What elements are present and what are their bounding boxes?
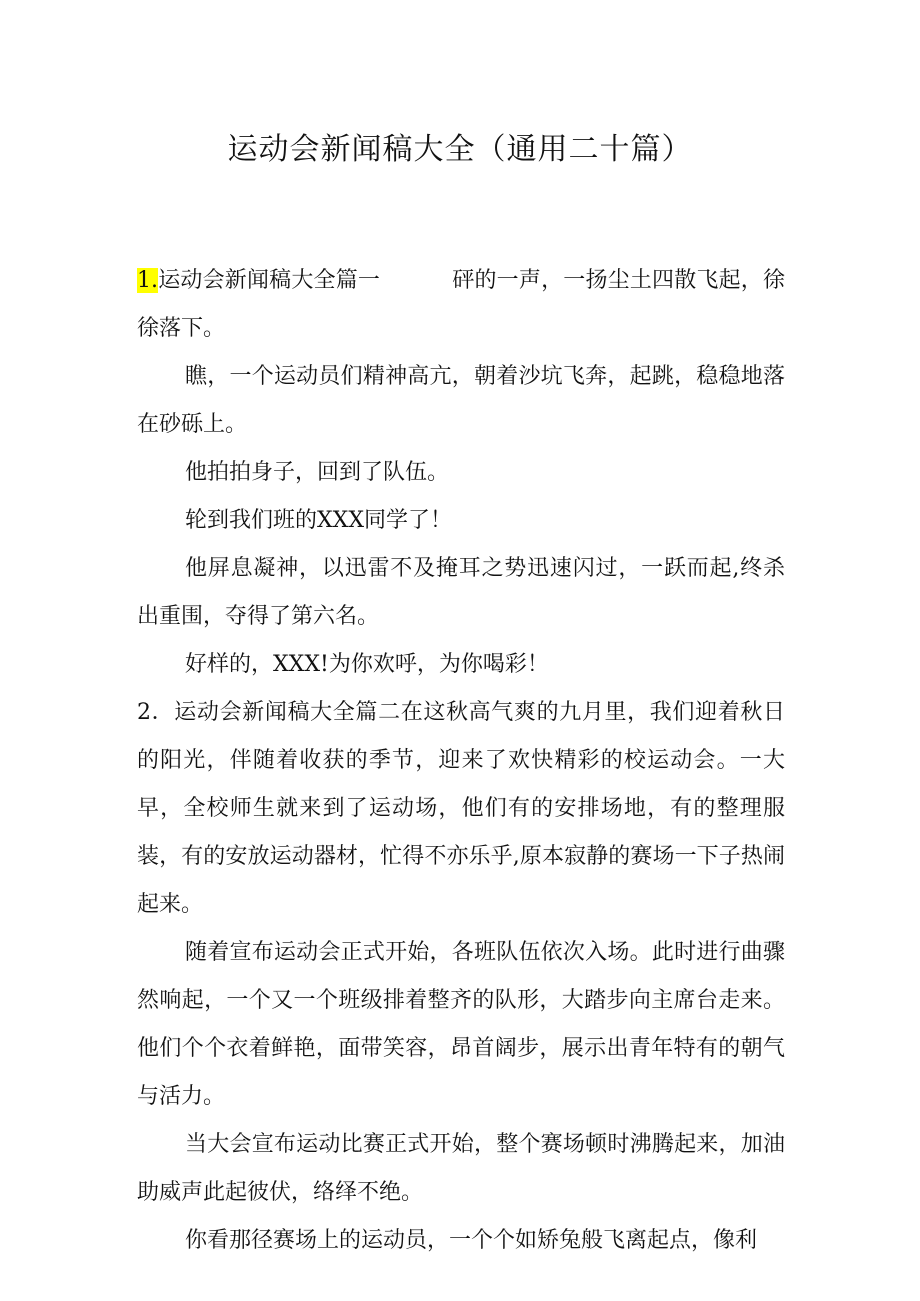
paragraph: 轮到我们班的XXX同学了！ (185, 508, 452, 533)
section-1-first-text: 砰的一声，一扬尘土四散飞起，徐徐落下。 (137, 268, 785, 341)
paragraph: 你看那径赛场上的运动员，一个个如矫兔般飞离起点，像利 (185, 1228, 758, 1253)
paragraph: 好样的，XXX!为你欢呼，为你喝彩！ (185, 652, 549, 677)
paragraph: 当大会宣布运动比赛正式开始，整个赛场顿时沸腾起来，加油助威声此起彼伏，络绎不绝。 (137, 1132, 785, 1205)
paragraph: 他屏息凝神，以迅雷不及掩耳之势迅速闪过，一跃而起,终杀出重围，夺得了第六名。 (137, 556, 785, 629)
section-1-lead (137, 257, 785, 353)
section-2-lead: 2．运动会新闻稿大全篇二在这秋高气爽的九月里，我们迎着秋日的阳光，伴随着收获的季节，迎来了欢快精彩的校运动会。一大早，全校师生就来到了运动场，他们有的安排场地，有的整理服装，有的安放运动器材，忙得不亦乐乎,原本寂静的赛场一下子热闹起来。 (137, 700, 785, 917)
document-title: 运动会新闻稿大全（通用二十篇） (227, 132, 693, 167)
paragraph: 他拍拍身子，回到了队伍。 (185, 460, 450, 485)
paragraph: 瞧，一个运动员们精神高亢，朝着沙坑飞奔，起跳，稳稳地落在砂砾上。 (137, 364, 785, 437)
paragraph: 随着宣布运动会正式开始，各班队伍依次入场。此时进行曲骤然响起，一个又一个班级排着整齐的队形，大踏步向主席台走来。他们个个衣着鲜艳，面带笑容，昂首阔步，展示出青年特有的朝气与活力。 (137, 940, 785, 1109)
section-1-heading: 运动会新闻稿大全篇一 (158, 268, 381, 293)
document-body (137, 257, 785, 1265)
highlighted-section-number: 1. (137, 268, 158, 293)
